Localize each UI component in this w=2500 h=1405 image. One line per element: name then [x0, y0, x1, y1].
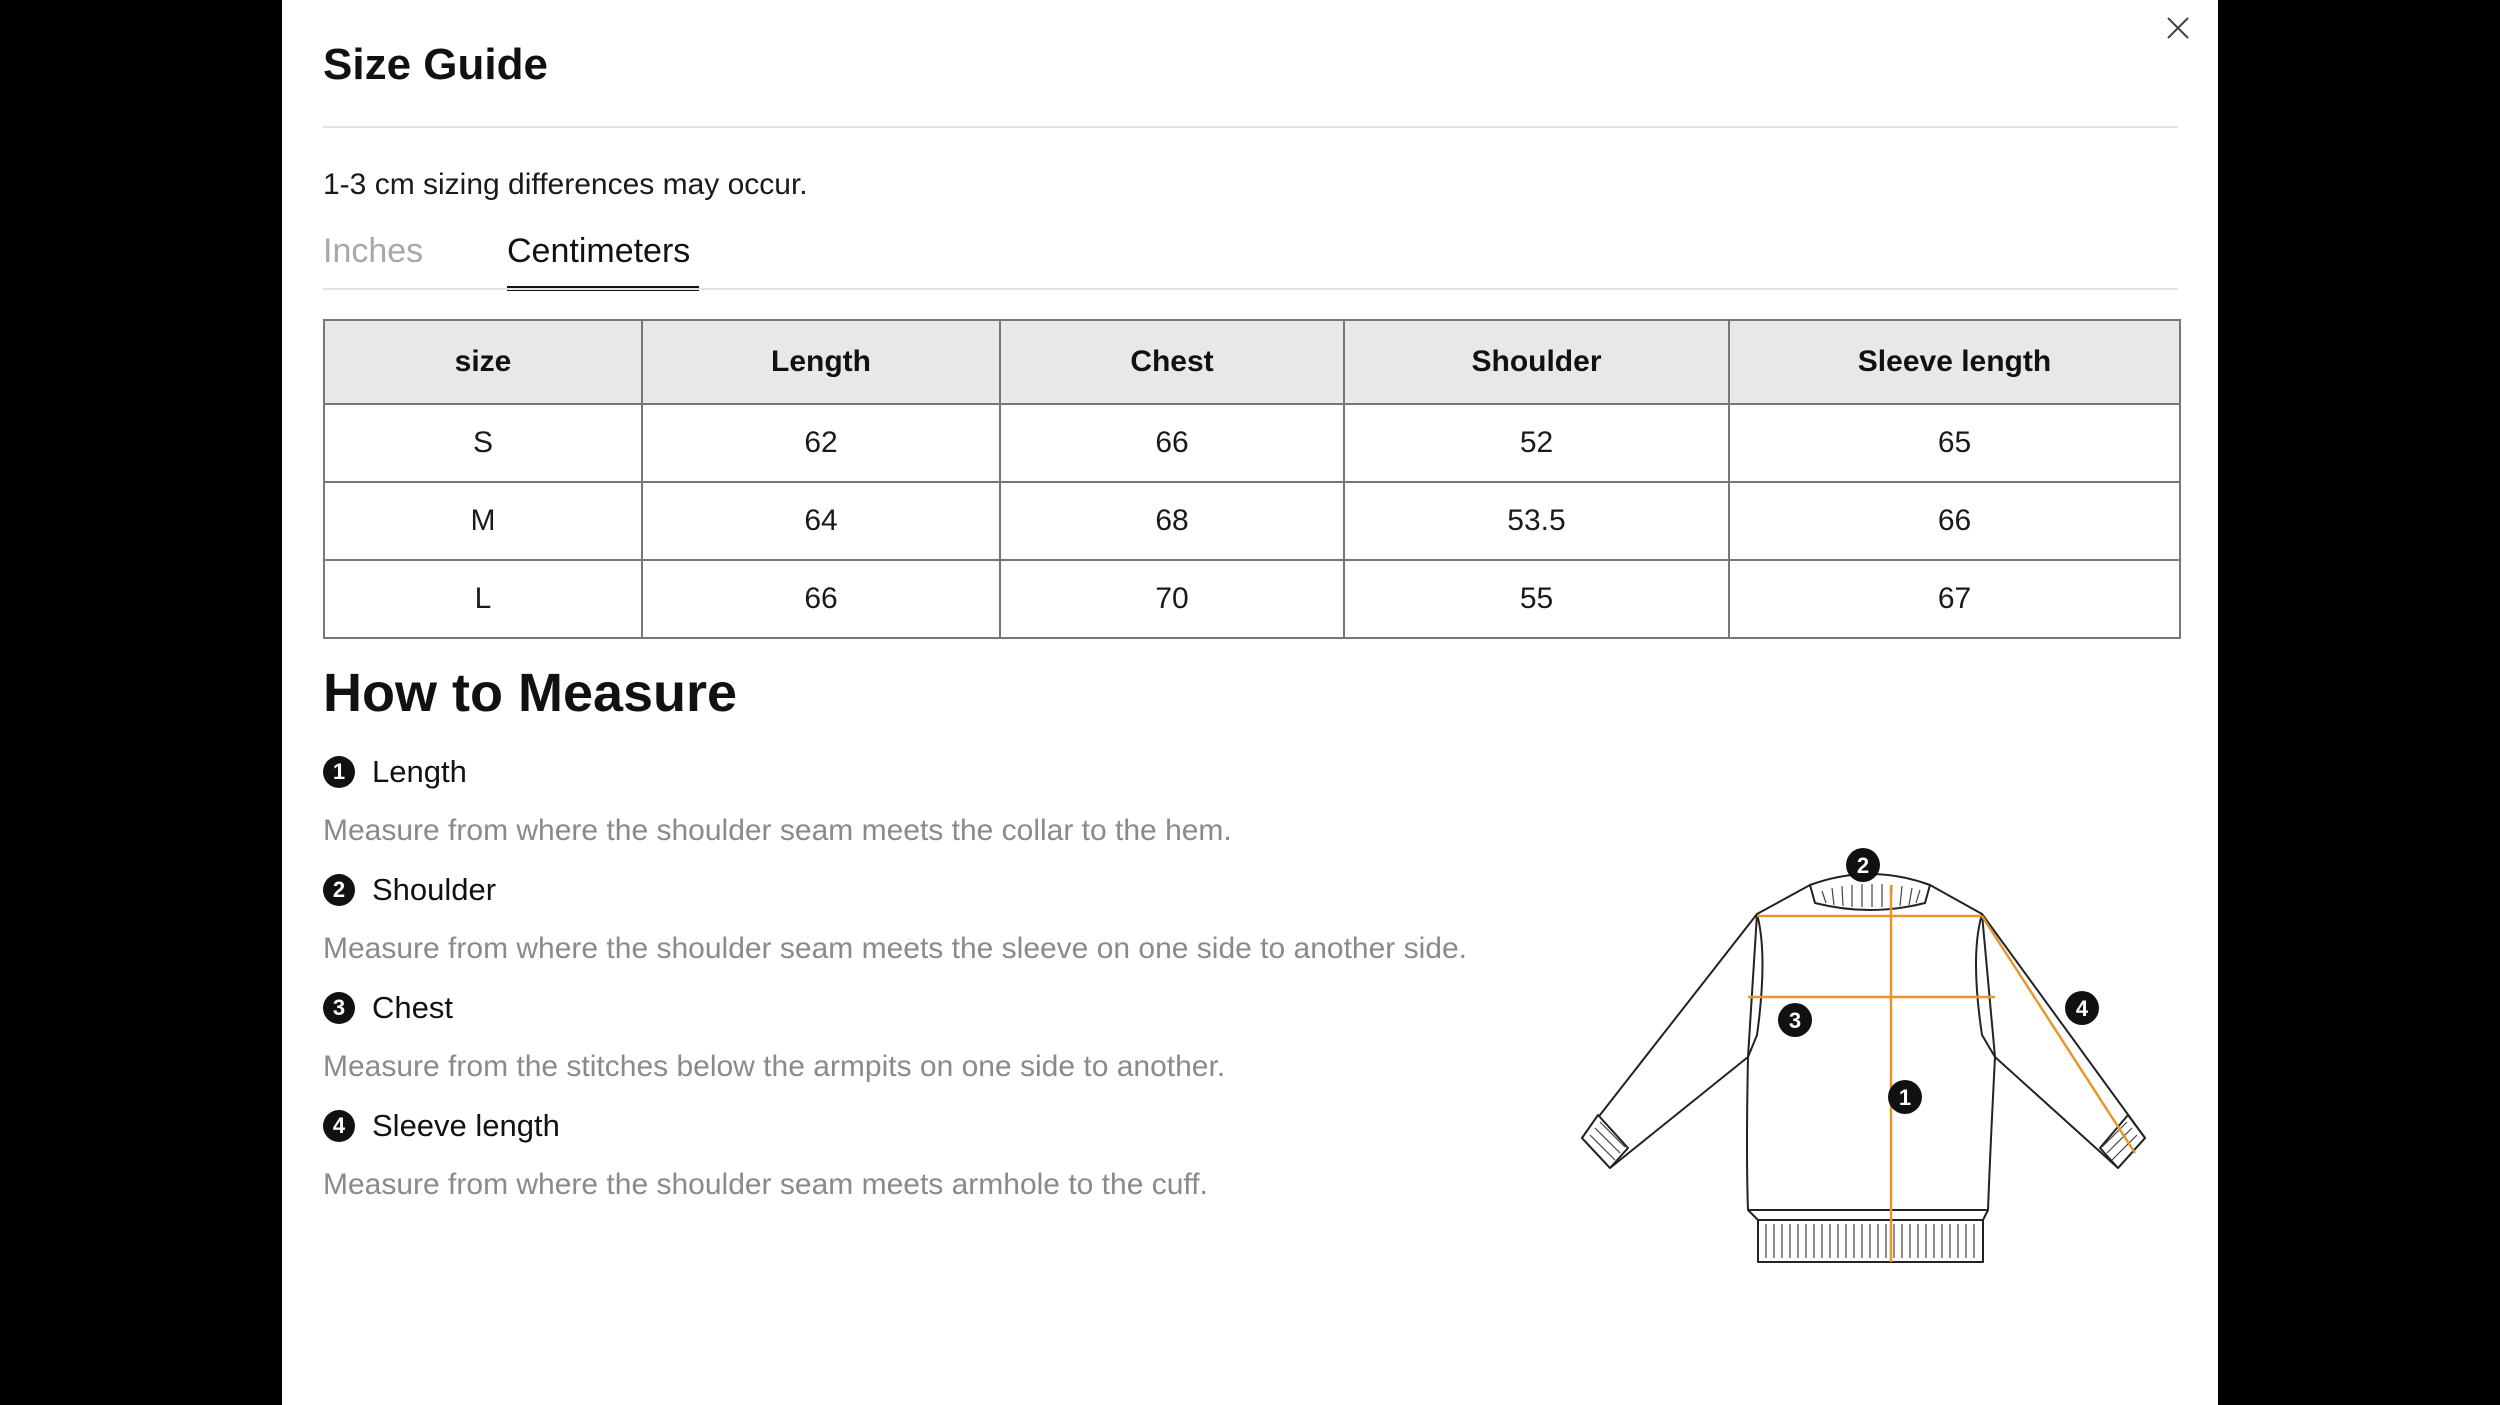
cell-chest: 68 [1000, 482, 1344, 560]
cell-size: S [324, 404, 642, 482]
measure-item-chest [323, 988, 453, 1028]
cell-shoulder: 55 [1344, 560, 1729, 638]
cell-sleeve-length: 65 [1729, 404, 2180, 482]
measure-label: Length [372, 754, 467, 789]
cell-sleeve-length: 67 [1729, 560, 2180, 638]
tab-inches[interactable]: Inches [323, 232, 424, 270]
cell-length: 62 [642, 404, 1000, 482]
table-row [324, 482, 2180, 560]
table-header-row [324, 320, 2180, 404]
cell-size: M [324, 482, 642, 560]
table-row [324, 560, 2180, 638]
tab-centimeters[interactable]: Centimeters [507, 232, 691, 270]
svg-text:1: 1 [1898, 1085, 1912, 1110]
header-length: Length [642, 320, 1000, 404]
measure-desc: Measure from where the shoulder seam meets armhole to the cuff. [323, 1168, 1208, 1201]
measure-desc: Measure from where the shoulder seam meets the sleeve on one side to another side. [323, 932, 1467, 965]
measure-label: Shoulder [372, 872, 497, 907]
cell-length: 66 [642, 560, 1000, 638]
cell-chest: 70 [1000, 560, 1344, 638]
measure-item-length [323, 752, 467, 792]
svg-text:4: 4 [2075, 996, 2089, 1021]
how-to-measure-title: How to Measure [323, 663, 738, 723]
tabs-divider [323, 288, 2178, 290]
size-table [323, 319, 2181, 639]
cell-shoulder: 53.5 [1344, 482, 1729, 560]
cell-length: 64 [642, 482, 1000, 560]
cell-size: L [324, 560, 642, 638]
measure-item-shoulder [323, 870, 496, 910]
measure-desc: Measure from where the shoulder seam meets the collar to the hem. [323, 814, 1232, 847]
close-button[interactable] [2160, 10, 2196, 46]
number-1-icon: 1 [323, 756, 355, 788]
cell-chest: 66 [1000, 404, 1344, 482]
close-icon [2166, 16, 2190, 40]
svg-text:2: 2 [1856, 853, 1870, 878]
sweater-diagram-icon [1570, 835, 2180, 1275]
table-row [324, 404, 2180, 482]
number-4-icon: 4 [323, 1110, 355, 1142]
cell-shoulder: 52 [1344, 404, 1729, 482]
number-2-icon: 2 [323, 874, 355, 906]
number-3-icon: 3 [323, 992, 355, 1024]
unit-tabs [323, 230, 2178, 292]
header-sleeve-length: Sleeve length [1729, 320, 2180, 404]
measure-label: Sleeve length [372, 1108, 560, 1143]
svg-text:3: 3 [1788, 1008, 1802, 1033]
measure-item-sleeve-length [323, 1106, 560, 1146]
cell-sleeve-length: 66 [1729, 482, 2180, 560]
measure-label: Chest [372, 990, 453, 1025]
header-shoulder: Shoulder [1344, 320, 1729, 404]
title-divider [323, 126, 2178, 128]
measure-desc: Measure from the stitches below the armpits on one side to another. [323, 1050, 1226, 1083]
header-size: size [324, 320, 642, 404]
sizing-note: 1-3 cm sizing differences may occur. [323, 168, 808, 201]
modal-title: Size Guide [323, 40, 548, 89]
header-chest: Chest [1000, 320, 1344, 404]
